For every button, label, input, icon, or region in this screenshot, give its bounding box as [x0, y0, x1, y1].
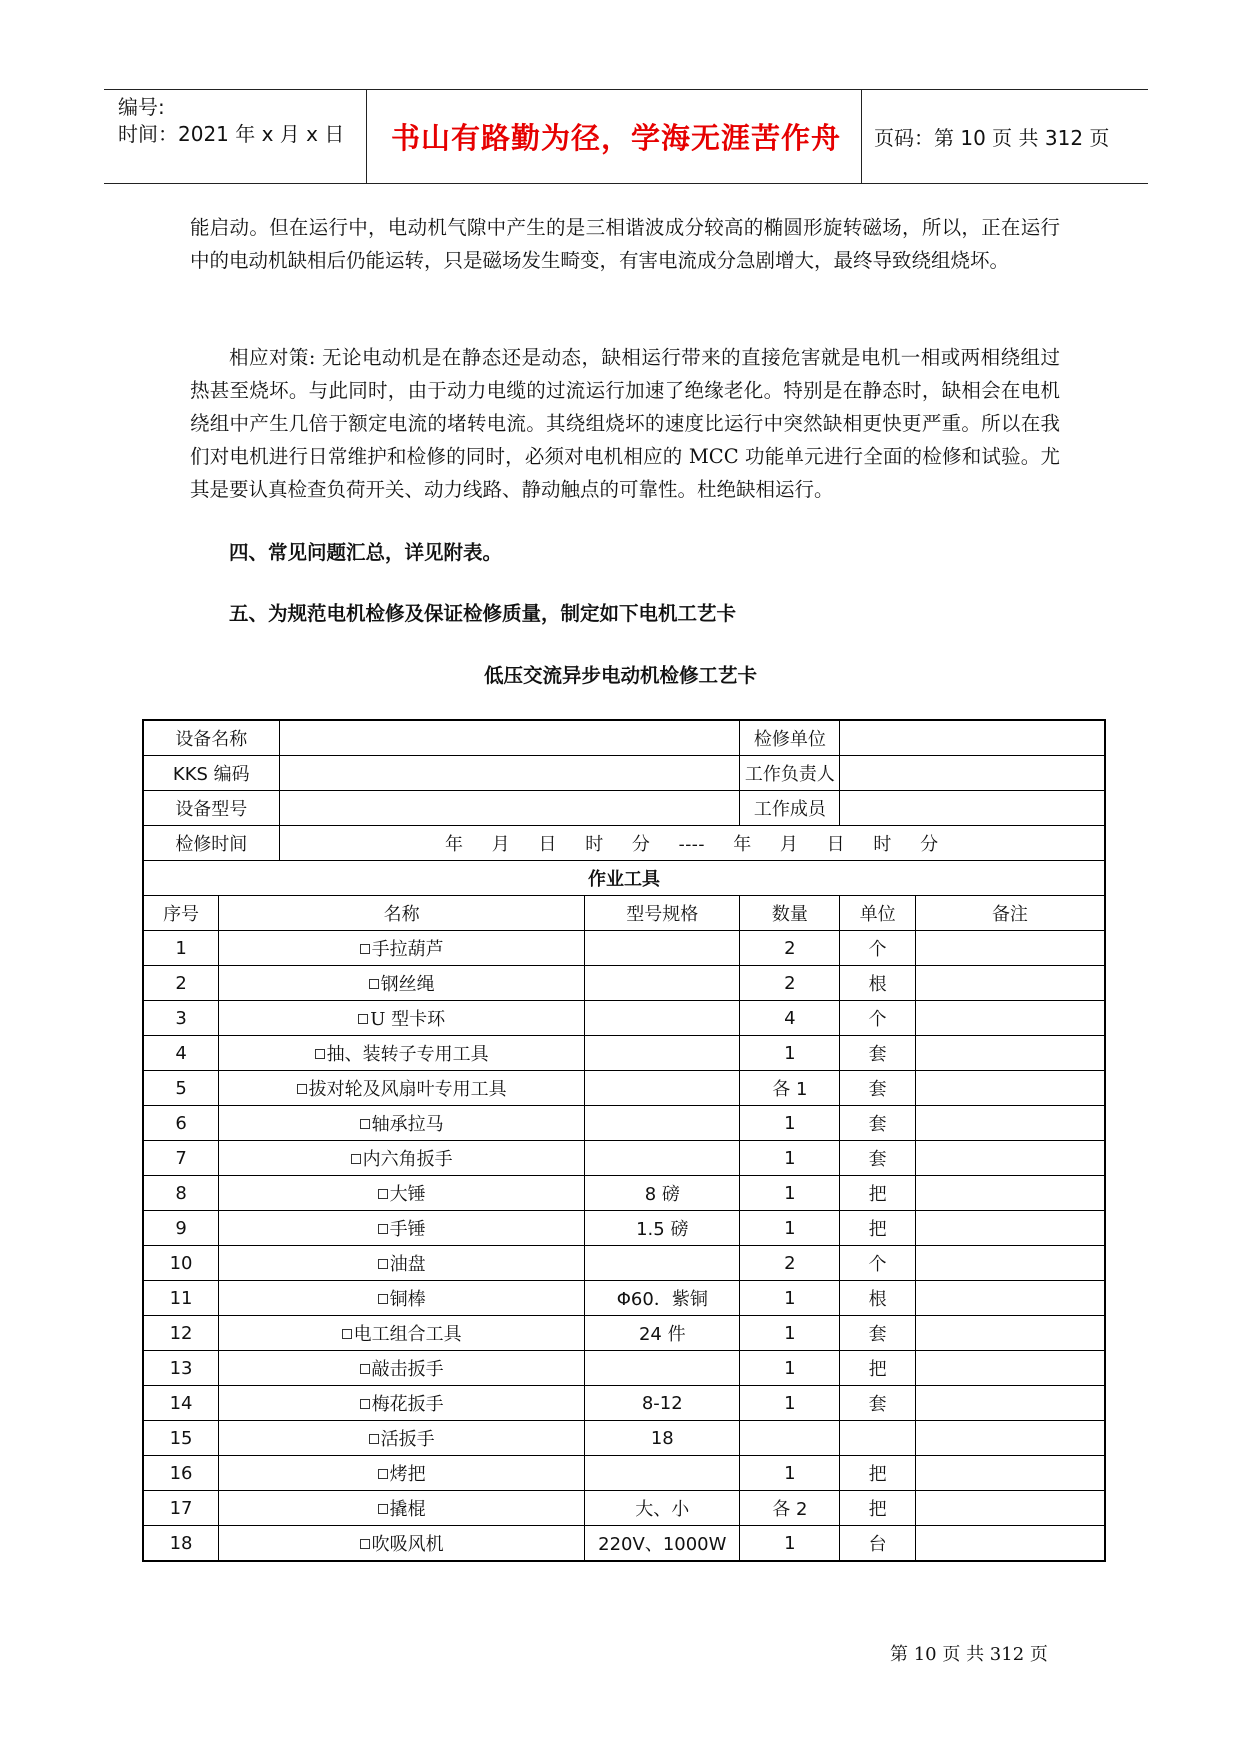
- tool-no: 13: [143, 1351, 219, 1386]
- tool-qty: 2: [740, 931, 840, 966]
- tool-note: [915, 1386, 1105, 1421]
- tool-qty: 1: [740, 1526, 840, 1562]
- repair-unit-value[interactable]: [840, 720, 1105, 756]
- tool-row: [143, 1106, 1105, 1141]
- tool-no: 14: [143, 1386, 219, 1421]
- tool-spec: 24 件: [585, 1316, 740, 1351]
- page-header: [104, 89, 1148, 184]
- tool-name: [219, 1281, 585, 1316]
- kks-code-label: KKS 编码: [143, 756, 279, 791]
- tool-name: [219, 1246, 585, 1281]
- tool-qty: 1: [740, 1141, 840, 1176]
- tool-qty: 4: [740, 1001, 840, 1036]
- tool-no: 6: [143, 1106, 219, 1141]
- tool-name-label: 拔对轮及风扇叶专用工具: [308, 1079, 507, 1100]
- checkbox-icon[interactable]: [360, 1364, 370, 1374]
- tool-row: [143, 1036, 1105, 1071]
- card-row-model: [143, 791, 1105, 826]
- tool-name: [219, 1421, 585, 1456]
- tool-name-label: 梅花扳手: [371, 1394, 444, 1415]
- tool-note: [915, 1421, 1105, 1456]
- tool-row: [143, 1001, 1105, 1036]
- tool-spec: 18: [585, 1421, 740, 1456]
- column-header-name: 名称: [219, 896, 585, 931]
- tool-no: 16: [143, 1456, 219, 1491]
- tool-row: [143, 1386, 1105, 1421]
- tool-spec: 8-12: [585, 1386, 740, 1421]
- tool-row: [143, 931, 1105, 966]
- tool-no: 18: [143, 1526, 219, 1562]
- checkbox-icon[interactable]: [360, 1539, 370, 1549]
- tool-name-label: 电工组合工具: [353, 1324, 462, 1345]
- tool-row: [143, 1456, 1105, 1491]
- tool-no: 11: [143, 1281, 219, 1316]
- tool-row: [143, 1141, 1105, 1176]
- tool-spec: Φ60．紫铜: [585, 1281, 740, 1316]
- tool-name-label: 抽、装转子专用工具: [326, 1044, 489, 1065]
- document-number-label: 编号:: [118, 95, 165, 119]
- tool-no: 5: [143, 1071, 219, 1106]
- repair-unit-label: 检修单位: [740, 720, 840, 756]
- repair-time-value[interactable]: 年 月 日 时 分 ---- 年 月 日 时 分: [279, 826, 1105, 861]
- tool-note: [915, 1491, 1105, 1526]
- work-members-value[interactable]: [840, 791, 1105, 826]
- tool-name-label: 内六角扳手: [362, 1149, 453, 1170]
- header-divider-right: [861, 90, 862, 183]
- tool-name: [219, 1351, 585, 1386]
- tool-name-label: 铜棒: [389, 1289, 426, 1310]
- tool-unit: 台: [840, 1526, 916, 1562]
- checkbox-icon[interactable]: [369, 1434, 379, 1444]
- tool-no: 12: [143, 1316, 219, 1351]
- tool-qty: 1: [740, 1176, 840, 1211]
- tool-row: [143, 1246, 1105, 1281]
- tool-qty: 2: [740, 1246, 840, 1281]
- tool-no: 2: [143, 966, 219, 1001]
- device-model-label: 设备型号: [143, 791, 279, 826]
- tool-name-label: 钢丝绳: [380, 974, 435, 995]
- tool-spec: [585, 1141, 740, 1176]
- tool-name-label: 大锤: [389, 1184, 426, 1205]
- tools-section-title: 作业工具: [143, 861, 1105, 896]
- device-name-label: 设备名称: [143, 720, 279, 756]
- tool-row: [143, 1351, 1105, 1386]
- tool-spec: [585, 1246, 740, 1281]
- checkbox-icon[interactable]: [360, 1119, 370, 1129]
- tool-unit: 套: [840, 1316, 916, 1351]
- card-row-kks: [143, 756, 1105, 791]
- column-header-spec: 型号规格: [585, 896, 740, 931]
- tool-unit: 套: [840, 1386, 916, 1421]
- header-meta: [118, 94, 344, 148]
- tool-no: 17: [143, 1491, 219, 1526]
- tool-spec: 8 磅: [585, 1176, 740, 1211]
- tool-name: [219, 1211, 585, 1246]
- tool-no: 8: [143, 1176, 219, 1211]
- tool-unit: 套: [840, 1071, 916, 1106]
- tool-no: 9: [143, 1211, 219, 1246]
- section-heading-4: 四、常见问题汇总，详见附表。: [229, 541, 503, 564]
- tool-name: [219, 1491, 585, 1526]
- tool-no: 3: [143, 1001, 219, 1036]
- tool-unit: 把: [840, 1456, 916, 1491]
- tool-no: 10: [143, 1246, 219, 1281]
- tool-spec: [585, 1001, 740, 1036]
- tool-spec: 大、小: [585, 1491, 740, 1526]
- tool-qty: 1: [740, 1316, 840, 1351]
- tool-name-label: 轴承拉马: [371, 1114, 444, 1135]
- repair-card-table: [142, 719, 1106, 1562]
- tool-name-label: 吹吸风机: [371, 1534, 444, 1555]
- tool-note: [915, 1281, 1105, 1316]
- tool-unit: 个: [840, 931, 916, 966]
- tool-name: [219, 1316, 585, 1351]
- tool-no: 4: [143, 1036, 219, 1071]
- tool-row: [143, 1421, 1105, 1456]
- tool-qty: [740, 1421, 840, 1456]
- checkbox-icon[interactable]: [378, 1469, 388, 1479]
- tool-row: [143, 1491, 1105, 1526]
- header-divider-left: [366, 90, 367, 183]
- tool-unit: 把: [840, 1491, 916, 1526]
- tool-unit: 套: [840, 1141, 916, 1176]
- tool-name-label: 手拉葫芦: [371, 939, 444, 960]
- tool-qty: 1: [740, 1211, 840, 1246]
- page-footer: 第 10 页 共 312 页: [890, 1644, 1048, 1665]
- work-leader-value[interactable]: [840, 756, 1105, 791]
- tool-name: [219, 1036, 585, 1071]
- tool-name-label: 撬棍: [389, 1499, 426, 1520]
- tool-no: 15: [143, 1421, 219, 1456]
- tool-note: [915, 966, 1105, 1001]
- tool-note: [915, 1456, 1105, 1491]
- tool-row: [143, 1281, 1105, 1316]
- tool-note: [915, 1106, 1105, 1141]
- tool-row: [143, 1071, 1105, 1106]
- tool-note: [915, 1211, 1105, 1246]
- tool-name: [219, 1001, 585, 1036]
- header-motto: 书山有路勤为径，学海无涯苦作舟: [390, 121, 841, 155]
- checkbox-icon[interactable]: [351, 1154, 361, 1164]
- checkbox-icon[interactable]: [378, 1504, 388, 1514]
- tool-unit: 把: [840, 1176, 916, 1211]
- tool-spec: [585, 1456, 740, 1491]
- section-heading-5: 五、为规范电机检修及保证检修质量，制定如下电机工艺卡: [229, 602, 737, 625]
- tool-unit: 套: [840, 1036, 916, 1071]
- tool-name-label: 油盘: [389, 1254, 426, 1275]
- tool-row: [143, 1316, 1105, 1351]
- tool-note: [915, 1526, 1105, 1562]
- tool-name: [219, 1176, 585, 1211]
- checkbox-icon[interactable]: [369, 979, 379, 989]
- tool-qty: 1: [740, 1036, 840, 1071]
- tool-row: [143, 1176, 1105, 1211]
- tool-qty: 1: [740, 1456, 840, 1491]
- header-page-number: 页码：第 10 页 共 312 页: [874, 126, 1110, 150]
- work-members-label: 工作成员: [740, 791, 840, 826]
- tool-spec: [585, 1351, 740, 1386]
- tool-unit: 根: [840, 966, 916, 1001]
- tool-note: [915, 1246, 1105, 1281]
- column-header-note: 备注: [915, 896, 1105, 931]
- tool-name: [219, 1386, 585, 1421]
- card-title: 低压交流异步电动机检修工艺卡: [483, 664, 757, 687]
- body-paragraph-2: 相应对策: 无论电动机是在静态还是动态，缺相运行带来的直接危害就是电机一相或两相绕组过热甚至烧坏。与此同时，由于动力电缆的过流运行加速了绝缘老化。特别是在静态时，缺相会在电机绕组中产生几倍于额定电流的堵转电流。其绕组烧坏的速度比运行中突然缺相更快更严重。所以在我们对电机进行日常维护和检修的同时，必须对电机相应的 MCC 功能单元进行全面的检修和试验。尤其是要认真检查负荷开关、动力线路、静动触点的可靠性。杜绝缺相运行。: [190, 346, 1060, 501]
- tool-name-label: 烤把: [389, 1464, 426, 1485]
- tool-row: [143, 1526, 1105, 1562]
- tool-spec: [585, 1071, 740, 1106]
- checkbox-icon[interactable]: [378, 1224, 388, 1234]
- tool-name-label: 手锤: [389, 1219, 426, 1240]
- tool-name-label: U 型卡环: [370, 1009, 446, 1030]
- checkbox-icon[interactable]: [378, 1259, 388, 1269]
- tool-spec: 220V、1000W: [585, 1526, 740, 1562]
- tool-name: [219, 966, 585, 1001]
- card-row-time: [143, 826, 1105, 861]
- tool-name-label: 敲击扳手: [371, 1359, 444, 1380]
- checkbox-icon[interactable]: [342, 1329, 352, 1339]
- checkbox-icon[interactable]: [297, 1084, 307, 1094]
- tool-name: [219, 1526, 585, 1562]
- tool-name: [219, 1071, 585, 1106]
- repair-time-label: 检修时间: [143, 826, 279, 861]
- checkbox-icon[interactable]: [358, 1014, 368, 1024]
- tool-note: [915, 1316, 1105, 1351]
- tool-name: [219, 931, 585, 966]
- tool-unit: 根: [840, 1281, 916, 1316]
- work-leader-label: 工作负责人: [740, 756, 840, 791]
- document-time-label: 时间：2021 年 x 月 x 日: [118, 122, 345, 146]
- tool-note: [915, 1351, 1105, 1386]
- tool-qty: 1: [740, 1106, 840, 1141]
- tools-header-row: [143, 896, 1105, 931]
- tool-name-label: 活扳手: [380, 1429, 435, 1450]
- tool-unit: 套: [840, 1106, 916, 1141]
- tool-name: [219, 1141, 585, 1176]
- checkbox-icon[interactable]: [378, 1294, 388, 1304]
- checkbox-icon[interactable]: [360, 1399, 370, 1409]
- tool-qty: 2: [740, 966, 840, 1001]
- checkbox-icon[interactable]: [315, 1049, 325, 1059]
- tool-unit: 个: [840, 1001, 916, 1036]
- tool-no: 7: [143, 1141, 219, 1176]
- body-paragraph-1: 能启动。但在运行中，电动机气隙中产生的是三相谐波成分较高的椭圆形旋转磁场，所以，正在运行中的电动机缺相后仍能运转，只是磁场发生畸变，有害电流成分急剧增大，最终导致绕组烧坏。: [190, 216, 1060, 272]
- tool-spec: [585, 966, 740, 1001]
- tool-qty: 各 2: [740, 1491, 840, 1526]
- tool-unit: 个: [840, 1246, 916, 1281]
- card-row-device: [143, 720, 1105, 756]
- tool-spec: 1.5 磅: [585, 1211, 740, 1246]
- tool-name: [219, 1456, 585, 1491]
- device-name-value[interactable]: [279, 720, 740, 756]
- tool-note: [915, 931, 1105, 966]
- checkbox-icon[interactable]: [360, 944, 370, 954]
- tool-note: [915, 1176, 1105, 1211]
- tool-qty: 各 1: [740, 1071, 840, 1106]
- tool-qty: 1: [740, 1281, 840, 1316]
- tool-no: 1: [143, 931, 219, 966]
- tool-spec: [585, 1036, 740, 1071]
- tool-unit: 把: [840, 1211, 916, 1246]
- column-header-no: 序号: [143, 896, 219, 931]
- column-header-qty: 数量: [740, 896, 840, 931]
- kks-code-value[interactable]: [279, 756, 740, 791]
- tool-qty: 1: [740, 1386, 840, 1421]
- tool-name: [219, 1106, 585, 1141]
- tool-row: [143, 1211, 1105, 1246]
- checkbox-icon[interactable]: [378, 1189, 388, 1199]
- tool-note: [915, 1001, 1105, 1036]
- tool-note: [915, 1141, 1105, 1176]
- tool-unit: 把: [840, 1351, 916, 1386]
- tool-note: [915, 1036, 1105, 1071]
- tool-unit: [840, 1421, 916, 1456]
- card-row-tools-title: [143, 861, 1105, 896]
- tool-row: [143, 966, 1105, 1001]
- tool-qty: 1: [740, 1351, 840, 1386]
- device-model-value[interactable]: [279, 791, 740, 826]
- tool-spec: [585, 1106, 740, 1141]
- column-header-unit: 单位: [840, 896, 916, 931]
- tool-spec: [585, 931, 740, 966]
- tool-note: [915, 1071, 1105, 1106]
